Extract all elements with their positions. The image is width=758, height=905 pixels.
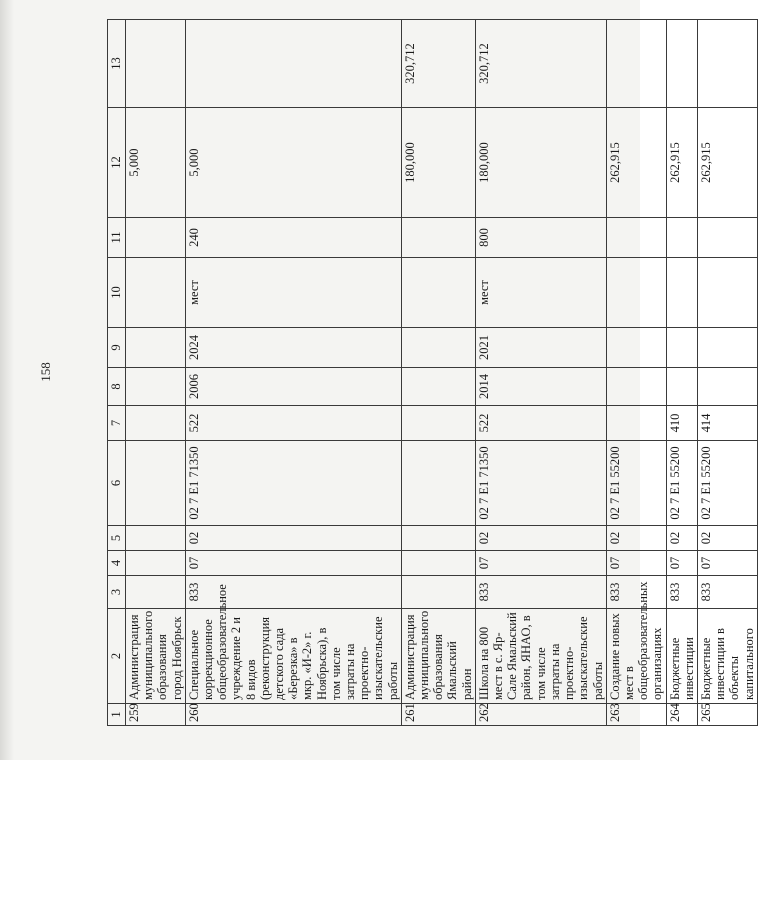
table-cell: 265	[697, 704, 757, 726]
table-cell	[401, 218, 475, 258]
table-cell: 320,712	[475, 20, 606, 108]
header-cell: 7	[108, 406, 126, 441]
table-cell: 522	[185, 406, 401, 441]
table-cell: мест	[475, 258, 606, 328]
header-cell: 10	[108, 258, 126, 328]
table-cell: Бюджетные инвестиции	[666, 609, 697, 704]
table-cell: мест	[185, 258, 401, 328]
table-row	[401, 20, 475, 726]
table-cell	[401, 441, 475, 526]
table-cell	[126, 258, 186, 328]
table-cell: 264	[666, 704, 697, 726]
table-cell: 02	[666, 526, 697, 551]
table-cell: 2014	[475, 368, 606, 406]
table-cell	[697, 368, 757, 406]
table-cell	[126, 20, 186, 108]
table-cell: 833	[697, 576, 757, 609]
table-cell	[697, 258, 757, 328]
table-cell: 800	[475, 218, 606, 258]
table-cell: 5,000	[185, 108, 401, 218]
table-cell	[697, 218, 757, 258]
table-cell	[606, 328, 666, 368]
table-cell: 07	[697, 551, 757, 576]
table-cell: 833	[666, 576, 697, 609]
table-cell: 5,000	[126, 108, 186, 218]
header-cell: 8	[108, 368, 126, 406]
table-cell: Бюджетные инвестиции в объекты капитального	[697, 609, 757, 704]
table-cell	[606, 218, 666, 258]
page-number: 158	[37, 362, 53, 382]
table-cell: 414	[697, 406, 757, 441]
header-cell: 2	[108, 609, 126, 704]
table-cell	[126, 218, 186, 258]
header-cell: 6	[108, 441, 126, 526]
header-cell: 3	[108, 576, 126, 609]
table-cell: 2006	[185, 368, 401, 406]
table-cell	[126, 551, 186, 576]
table-cell	[401, 368, 475, 406]
table-cell: 263	[606, 704, 666, 726]
table-cell: 833	[185, 576, 401, 609]
table-cell: 02 7 Е1 55200	[666, 441, 697, 526]
table-cell	[126, 576, 186, 609]
table-cell	[606, 20, 666, 108]
table-cell	[126, 368, 186, 406]
header-row	[108, 20, 126, 726]
table-cell: 07	[185, 551, 401, 576]
table-cell	[606, 368, 666, 406]
table-cell: 262,915	[666, 108, 697, 218]
table-cell: 833	[606, 576, 666, 609]
table-cell: 320,712	[401, 20, 475, 108]
table-row	[697, 20, 757, 726]
header-cell: 4	[108, 551, 126, 576]
table-cell	[401, 258, 475, 328]
table-cell	[401, 576, 475, 609]
table-row	[126, 20, 186, 726]
table-cell: 07	[606, 551, 666, 576]
table-cell: 410	[666, 406, 697, 441]
table-cell: Специальное коррекционное общеобразовательное учреждение 2 и 8 видов (реконструкция детского сада «Березка» в мкр. «И-2» г. Ноябрьска), в том числе затраты на проектно-изыскательские работы	[185, 609, 401, 704]
table-cell	[126, 441, 186, 526]
header-cell: 9	[108, 328, 126, 368]
table-cell: 02	[697, 526, 757, 551]
header-cell: 11	[108, 218, 126, 258]
table-cell: 180,000	[475, 108, 606, 218]
table-row	[606, 20, 666, 726]
table-cell	[126, 526, 186, 551]
table-cell: 261	[401, 704, 475, 726]
table-cell: 262	[475, 704, 606, 726]
table-cell: 180,000	[401, 108, 475, 218]
table-cell: Администрация муниципального образования город Ноябрьск	[126, 609, 186, 704]
table-row	[475, 20, 606, 726]
table-cell: Создание новых мест в общеобразовательных организациях	[606, 609, 666, 704]
table-cell: 259	[126, 704, 186, 726]
table-cell: 02	[185, 526, 401, 551]
table-cell: Школа на 800 мест в с. Яр-Сале Ямальский район, ЯНАО, в том числе затраты на проектно-изыскательские работы	[475, 609, 606, 704]
header-cell: 13	[108, 20, 126, 108]
header-cell: 12	[108, 108, 126, 218]
table-cell	[401, 328, 475, 368]
table-cell: 2021	[475, 328, 606, 368]
table-cell	[666, 20, 697, 108]
table-cell	[666, 368, 697, 406]
table-cell: 260	[185, 704, 401, 726]
table-cell	[401, 526, 475, 551]
table-cell: 833	[475, 576, 606, 609]
table-cell: 02	[475, 526, 606, 551]
table-cell: 02 7 Е1 55200	[606, 441, 666, 526]
table-cell	[666, 328, 697, 368]
table-cell	[666, 218, 697, 258]
table-cell	[126, 328, 186, 368]
table-cell	[401, 406, 475, 441]
table-cell	[185, 20, 401, 108]
table-cell: 02	[606, 526, 666, 551]
table-cell	[697, 328, 757, 368]
table-cell: 02 7 Е1 55200	[697, 441, 757, 526]
table-cell: 02 7 Е1 71350	[185, 441, 401, 526]
scan-edge	[0, 0, 14, 760]
table-cell: 2024	[185, 328, 401, 368]
table-cell	[401, 551, 475, 576]
table-cell	[666, 258, 697, 328]
table-cell: Администрация муниципального образования Ямальский район	[401, 609, 475, 704]
table-cell	[697, 20, 757, 108]
header-cell: 5	[108, 526, 126, 551]
table-cell: 02 7 Е1 71350	[475, 441, 606, 526]
table-cell: 522	[475, 406, 606, 441]
rotated-table-container	[107, 20, 756, 726]
header-cell: 1	[108, 704, 126, 726]
table-cell	[126, 406, 186, 441]
table-row	[666, 20, 697, 726]
table-row	[185, 20, 401, 726]
table-cell: 240	[185, 218, 401, 258]
table-cell: 262,915	[606, 108, 666, 218]
table-cell	[606, 258, 666, 328]
table-cell: 262,915	[697, 108, 757, 218]
table-cell: 07	[475, 551, 606, 576]
table-cell: 07	[666, 551, 697, 576]
table-cell	[606, 406, 666, 441]
budget-table	[107, 19, 758, 726]
